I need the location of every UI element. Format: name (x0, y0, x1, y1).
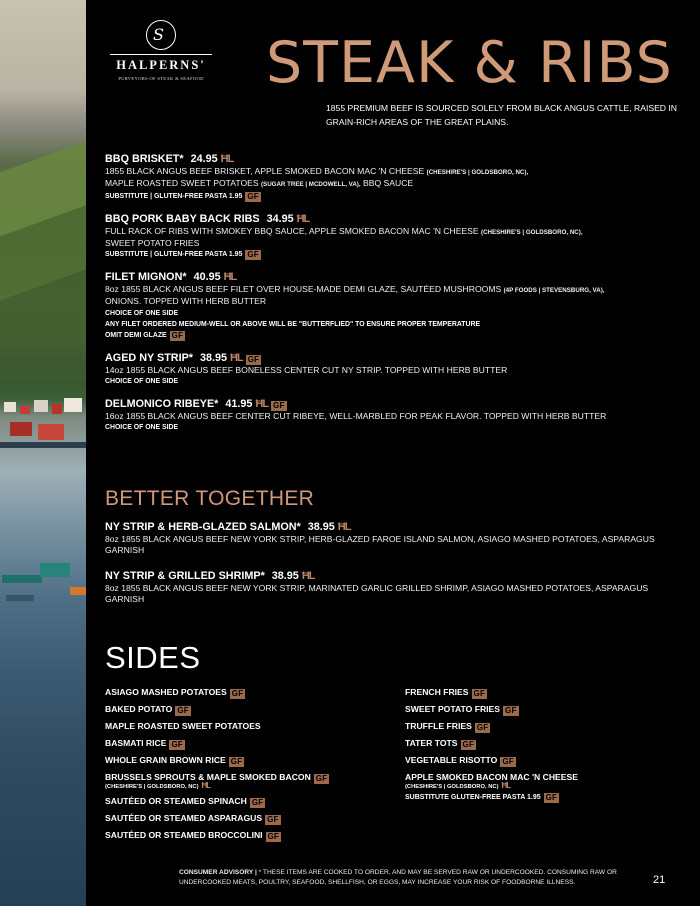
gluten-free-icon: GF (231, 689, 244, 698)
halal-icon: ĦL (255, 398, 269, 411)
item-name: FILET MIGNON* (105, 271, 187, 284)
side-item-source: (CHESHIRE'S | GOLDSBORO, NC) ĦL (105, 781, 211, 790)
sides-left-column (105, 684, 329, 844)
gluten-free-icon: GF (476, 723, 489, 732)
item-desc: 16oz 1855 BLACK ANGUS BEEF CENTER CUT RIBEYE, WELL-MARBLED FOR PEAK FLAVOR. TOPPED WITH HERB BUTTER (105, 411, 607, 422)
gluten-free-icon: GF (473, 689, 486, 698)
sides-right-column (405, 684, 578, 803)
halal-icon: ĦL (337, 521, 351, 533)
menu-panel (86, 0, 700, 906)
gluten-free-icon: GF (230, 757, 243, 766)
side-item-source: (CHESHIRE'S | GOLDSBORO, NC) ĦL (405, 781, 511, 790)
menu-item (105, 569, 685, 606)
gluten-free-icon: GF (502, 757, 514, 766)
menu-item (105, 351, 685, 387)
item-note: SUBSTITUTE | GLUTEN-FREE PASTA 1.95 (105, 192, 243, 200)
menu-item (105, 270, 685, 341)
side-item: TATER TOTS GF (405, 738, 475, 749)
item-desc: BBQ SAUCE (362, 178, 414, 189)
item-name: NY STRIP & GRILLED SHRIMP* (105, 569, 265, 582)
halal-icon: ĦL (301, 569, 315, 582)
logo-emblem-icon: S (146, 20, 176, 50)
halal-icon: ĦL (223, 271, 237, 284)
item-desc: 14oz 1855 BLACK ANGUS BEEF BONELESS CENTER CUT NY STRIP. TOPPED WITH HERB BUTTER (105, 364, 508, 375)
side-item: SAUTÉED OR STEAMED ASPARAGUS GF (105, 813, 279, 824)
side-item: SWEET POTATO FRIES GF (405, 704, 517, 715)
town-buildings (0, 392, 86, 462)
item-price: 38.95 (271, 569, 299, 582)
side-item: SAUTÉED OR STEAMED SPINACH GF (105, 796, 264, 807)
advisory-label: CONSUMER ADVISORY | (179, 869, 257, 876)
gluten-free-icon: GF (177, 706, 189, 715)
gluten-free-icon: GF (315, 774, 328, 783)
item-price: 38.95 (307, 521, 335, 533)
item-note: OMIT DEMI GLAZE (105, 331, 167, 339)
menu-item (105, 212, 685, 261)
item-desc: ONIONS. TOPPED WITH HERB BUTTER (105, 296, 267, 307)
side-item: MAPLE ROASTED SWEET POTATOES (105, 721, 261, 731)
gluten-free-icon: GF (462, 740, 475, 749)
side-item: ASIAGO MASHED POTATOES GF (105, 687, 244, 698)
gluten-free-icon: GF (251, 798, 264, 807)
brand-tagline: PURVEYORS OF STEAK & SEAFOOD (118, 76, 204, 81)
steak-list (105, 152, 685, 443)
item-desc: SWEET POTATO FRIES (105, 237, 200, 248)
harbor-photo (0, 0, 86, 906)
item-source: (CHESHIRE'S | GOLDSBORO, NC), (481, 228, 583, 236)
item-note: CHOICE OF ONE SIDE (105, 378, 179, 386)
halal-icon: ĦL (501, 781, 511, 790)
halal-icon: ĦL (220, 153, 234, 165)
consumer-advisory (179, 868, 659, 888)
section-heading-better-together: BETTER TOGETHER (105, 487, 315, 510)
item-name: DELMONICO RIBEYE* (105, 398, 219, 411)
item-name: BBQ BRISKET* (105, 153, 184, 165)
side-item: SAUTÉED OR STEAMED BROCCOLINI GF (105, 830, 280, 841)
gluten-free-icon: GF (267, 815, 279, 824)
item-desc: MAPLE ROASTED SWEET POTATOES (105, 178, 259, 189)
side-item-substitute: SUBSTITUTE GLUTEN-FREE PASTA 1.95 GF (405, 793, 558, 802)
item-price: 38.95 (200, 351, 228, 364)
item-desc: FULL RACK OF RIBS WITH SMOKEY BBQ SAUCE, APPLE SMOKED BACON MAC 'N CHEESE (105, 225, 479, 236)
item-source: (SUGAR TREE | MCDOWELL, VA), (261, 181, 361, 189)
item-desc: 8oz 1855 BLACK ANGUS BEEF NEW YORK STRIP, HERB-GLAZED FAROE ISLAND SALMON, ASIAGO MASHED POTATOES, ASPARAGUS GARNISH (105, 534, 655, 556)
gluten-free-icon: GF (545, 793, 558, 802)
menu-item (105, 397, 685, 433)
halal-icon: ĦL (201, 781, 211, 790)
boats (0, 545, 86, 615)
side-item: FRENCH FRIES GF (405, 687, 486, 698)
page-number: 21 (653, 874, 666, 886)
item-note: ANY FILET ORDERED MEDIUM-WELL OR ABOVE WILL BE "BUTTERFLIED" TO ENSURE PROPER TEMPERATURE (105, 320, 481, 328)
gluten-free-icon: GF (505, 706, 517, 715)
item-price: 41.95 (225, 398, 253, 411)
side-item: APPLE SMOKED BACON MAC 'N CHEESE (405, 772, 578, 782)
menu-item (105, 520, 685, 557)
menu-item (105, 152, 685, 202)
side-item: TRUFFLE FRIES GF (405, 721, 489, 732)
gluten-free-icon: GF (171, 740, 183, 749)
item-note: SUBSTITUTE | GLUTEN-FREE PASTA 1.95 (105, 251, 243, 259)
side-item: WHOLE GRAIN BROWN RICE GF (105, 755, 243, 766)
side-item: BAKED POTATO GF (105, 704, 189, 715)
side-item: BASMATI RICE GF (105, 738, 183, 749)
item-source: (4P FOODS | STEVENSBURG, VA), (503, 287, 605, 295)
section-heading-sides: SIDES (105, 640, 201, 675)
mountain-ridge (0, 120, 86, 380)
side-item: BRUSSELS SPROUTS & MAPLE SMOKED BACON GF (105, 772, 328, 783)
item-desc: 1855 BLACK ANGUS BEEF BRISKET, APPLE SMOKED BACON MAC 'N CHEESE (105, 166, 425, 176)
better-together-list (105, 520, 685, 615)
halal-icon: ĦL (296, 212, 310, 225)
item-price: 24.95 (190, 153, 218, 165)
item-source: (CHESHIRE'S | GOLDSBORO, NC), (426, 169, 529, 176)
item-desc: 8oz 1855 BLACK ANGUS BEEF FILET OVER HOUSE-MADE DEMI GLAZE, SAUTÉED MUSHROOMS (105, 284, 502, 295)
item-note: CHOICE OF ONE SIDE (105, 309, 179, 317)
advisory-text: * THESE ITEMS ARE COOKED TO ORDER, AND MAY BE SERVED RAW OR UNDERCOOKED. CONSUMING RAW OR UNDERCOOKED MEATS, POULTRY, SEAFOOD, SHELLFISH, OR EGGS, MAY INCREASE YOUR RISK OF FOODBORNE ILLNESS. (179, 869, 617, 886)
gluten-free-icon: GF (247, 191, 259, 201)
side-item: VEGETABLE RISOTTO GF (405, 755, 514, 766)
gluten-free-icon: GF (171, 330, 184, 340)
brand-name: HALPERNS' (116, 58, 206, 72)
halal-icon: ĦL (230, 351, 243, 364)
intro-text: 1855 PREMIUM BEEF IS SOURCED SOLELY FROM BLACK ANGUS CATTLE, RAISED IN GRAIN-RICH AREAS OF THE GREAT PLAINS. (326, 103, 677, 127)
gluten-free-icon: GF (273, 401, 285, 411)
gluten-free-icon: GF (267, 832, 280, 841)
page-title: STEAK & RIBS (266, 30, 673, 96)
item-name: BBQ PORK BABY BACK RIBS (105, 212, 260, 225)
item-note: CHOICE OF ONE SIDE (105, 424, 179, 432)
item-name: NY STRIP & HERB-GLAZED SALMON* (105, 521, 301, 533)
gluten-free-icon: GF (247, 354, 260, 364)
item-price: 40.95 (193, 271, 221, 284)
item-price: 34.95 (266, 212, 294, 225)
gluten-free-icon: GF (247, 250, 259, 260)
item-name: AGED NY STRIP* (105, 351, 193, 364)
brand-logo (106, 20, 216, 81)
item-desc: 8oz 1855 BLACK ANGUS BEEF NEW YORK STRIP, MARINATED GARLIC GRILLED SHRIMP, ASIAGO MASHED POTATOES, ASPARAGUS GARNISH (105, 582, 649, 604)
